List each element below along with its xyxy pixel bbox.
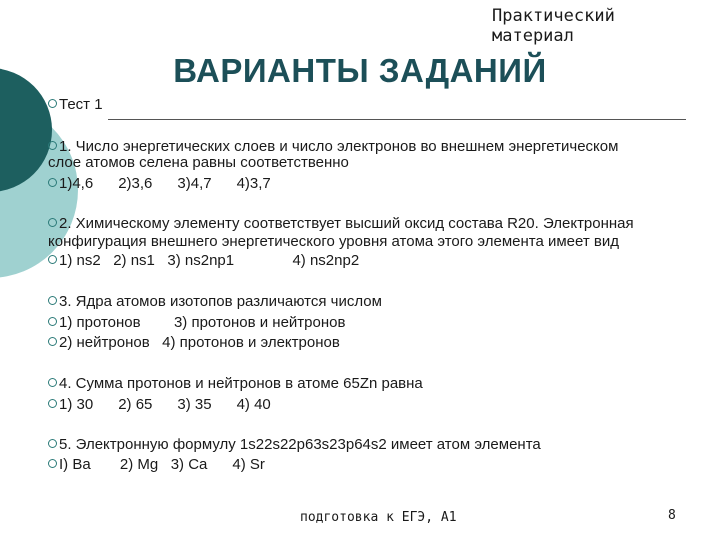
bullet-icon bbox=[48, 378, 57, 387]
question-1-answers bbox=[48, 175, 271, 192]
question-1-line-2 bbox=[48, 154, 349, 171]
answer-options: I) Ba 2) Mg 3) Ca 4) Sr bbox=[59, 456, 265, 473]
corner-label bbox=[492, 6, 615, 46]
question-1-line-1 bbox=[48, 138, 618, 155]
corner-label-line-1: Практический bbox=[492, 6, 615, 26]
bullet-icon bbox=[48, 178, 57, 187]
question-text: 1. Число энергетических слоев и число электронов во внешнем энергетическом bbox=[59, 138, 619, 155]
bullet-icon bbox=[48, 399, 57, 408]
question-text: 5. Электронную формулу 1s22s22p63s23p64s2 имеет атом элемента bbox=[59, 436, 541, 453]
bullet-icon bbox=[48, 317, 57, 326]
page-title-text: ВАРИАНТЫ ЗАДАНИЙ bbox=[173, 52, 547, 89]
question-4-line-1 bbox=[48, 375, 423, 392]
bullet-icon bbox=[48, 255, 57, 264]
question-3-line-3 bbox=[48, 334, 340, 351]
answer-options: 2) нейтронов 4) протонов и электронов bbox=[59, 334, 340, 351]
question-text: 3. Ядра атомов изотопов различаются числом bbox=[59, 293, 382, 310]
question-2-answers bbox=[48, 252, 359, 269]
bullet-icon bbox=[48, 141, 57, 150]
answer-options: 1) 30 2) 65 3) 35 4) 40 bbox=[59, 396, 271, 413]
bullet-icon bbox=[48, 99, 57, 108]
divider-line bbox=[108, 119, 686, 120]
corner-label-line-2: материал bbox=[492, 26, 574, 46]
answer-options: 1) ns2 2) ns1 3) ns2np1 4) ns2np2 bbox=[59, 252, 360, 269]
question-3-line-2 bbox=[48, 314, 345, 331]
test-label-text: Тест 1 bbox=[59, 96, 103, 113]
answer-options: 1)4,6 2)3,6 3)4,7 4)3,7 bbox=[59, 175, 271, 192]
bullet-icon bbox=[48, 459, 57, 468]
question-text: 4. Сумма протонов и нейтронов в атоме 65Zn равна bbox=[59, 375, 423, 392]
bullet-icon bbox=[48, 439, 57, 448]
bullet-icon bbox=[48, 337, 57, 346]
question-text: слое атомов селена равны соответственно bbox=[48, 154, 349, 171]
question-5-answers bbox=[48, 456, 265, 473]
page-title bbox=[0, 52, 720, 90]
question-text: 2. Химическому элементу соответствует высший оксид состава R20. Электронная bbox=[59, 215, 634, 232]
question-text: конфигурация внешнего энергетического уровня атома этого элемента имеет вид bbox=[48, 233, 620, 250]
answer-options: 1) протонов 3) протонов и нейтронов bbox=[59, 314, 346, 331]
question-2-line-1 bbox=[48, 215, 634, 232]
question-4-answers bbox=[48, 396, 271, 413]
question-5-line-1 bbox=[48, 436, 541, 453]
question-2-line-2 bbox=[48, 233, 619, 250]
page-number: 8 bbox=[668, 508, 676, 523]
question-3-line-1 bbox=[48, 293, 382, 310]
test-label bbox=[48, 96, 103, 113]
bullet-icon bbox=[48, 218, 57, 227]
footer-text: подготовка к ЕГЭ, А1 bbox=[300, 510, 457, 525]
bullet-icon bbox=[48, 296, 57, 305]
